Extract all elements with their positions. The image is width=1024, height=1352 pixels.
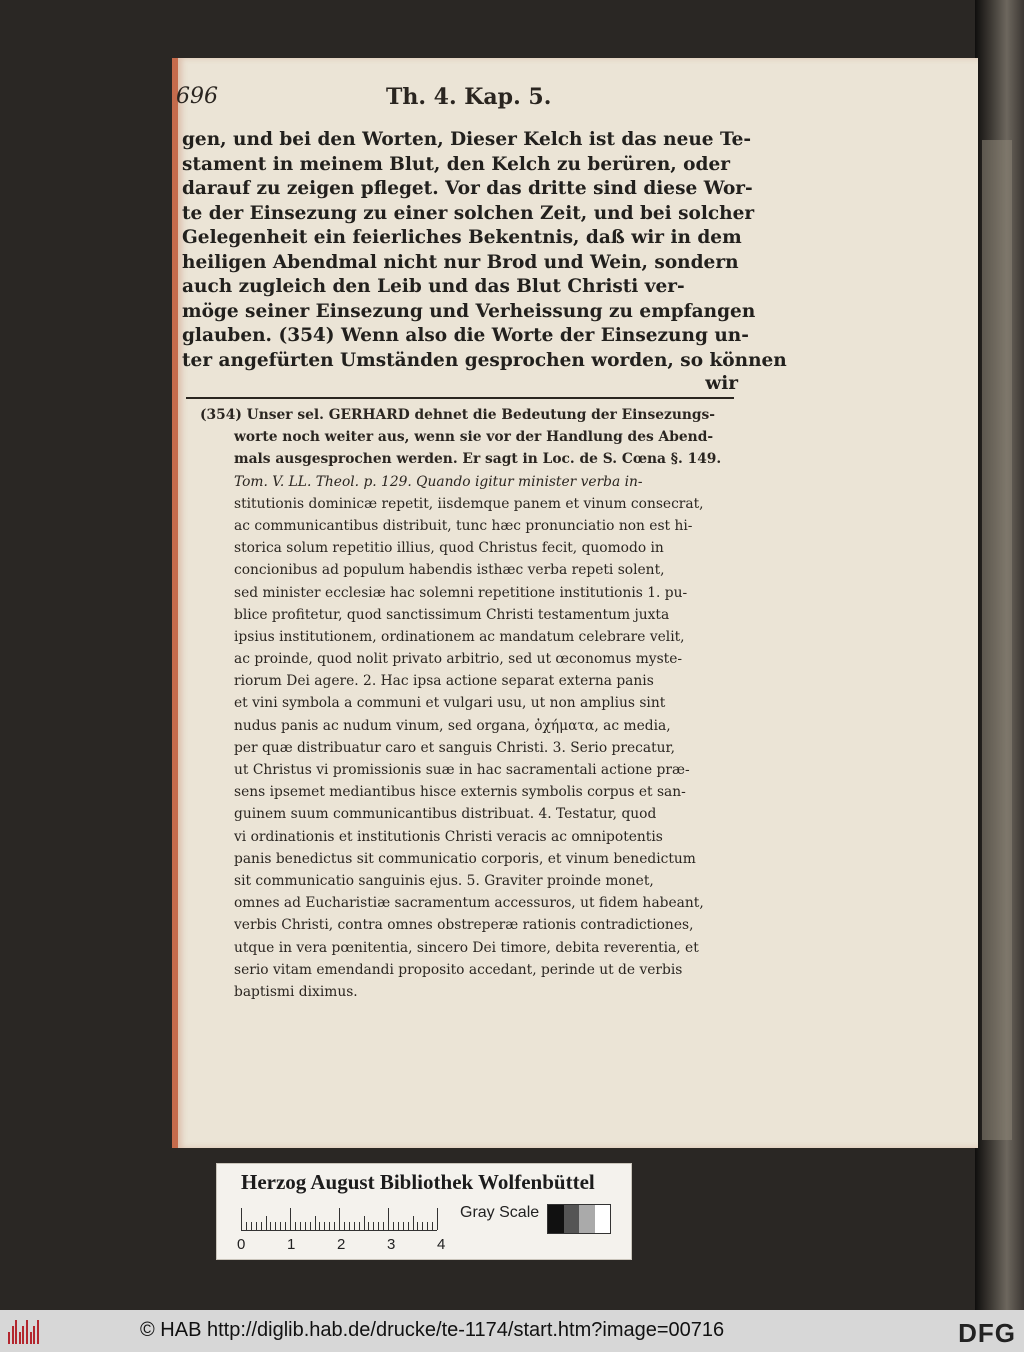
footnote-line: blice profitetur, quod sanctissimum Christi testamentum juxta: [234, 606, 670, 623]
logo-bar: [30, 1332, 32, 1344]
footnote-line: baptismi diximus.: [234, 983, 358, 1000]
gray-scale-label: Gray Scale: [460, 1204, 540, 1221]
ruler-tick: [393, 1222, 394, 1230]
footnote-line: sed minister ecclesiæ hac solemni repetitione institutionis 1. pu-: [234, 584, 688, 601]
footnote-line: sit communicatio sanguinis ejus. 5. Graviter proinde monet,: [234, 872, 654, 889]
ruler-tick: [417, 1222, 418, 1230]
running-head: Th. 4. Kap. 5.: [386, 84, 552, 110]
ruler-tick: [261, 1222, 262, 1230]
text-line: gen, und bei den Worten, Dieser Kelch ist das neue Te-: [182, 129, 752, 150]
ruler-tick: [427, 1222, 428, 1230]
footnote-line: nudus panis ac nudum vinum, sed organa, ὀχήματα, ac media,: [234, 717, 671, 734]
ruler-tick: [315, 1216, 316, 1230]
footnote-line: mals ausgesprochen werden. Er sagt in Loc. de S. Cœna §. 149.: [234, 451, 722, 468]
text-line: stament in meinem Blut, den Kelch zu berüren, oder: [182, 153, 730, 175]
footnote-line: ac proinde, quod nolit privato arbitrio, sed ut œconomus myste-: [234, 651, 683, 668]
ruler-tick: [364, 1216, 365, 1230]
text-line: auch zugleich den Leib und das Blut Christi ver-: [182, 276, 685, 297]
footnote-line: stitutionis dominicæ repetit, iisdemque panem et vinum consecrat,: [234, 495, 704, 512]
ruler-tick: [241, 1208, 242, 1230]
ruler-tick: [408, 1222, 409, 1230]
text-line: Gelegenheit ein feierliches Bekentnis, daß wir in dem: [182, 227, 742, 248]
dfg-logo[interactable]: DFG: [958, 1318, 1016, 1348]
footnote-line: worte noch weiter aus, wenn sie vor der Handlung des Abend-: [234, 429, 714, 446]
page-number: 696: [176, 84, 218, 109]
footnote-line: ipsius institutionem, ordinationem ac mandatum celebrare velit,: [234, 628, 685, 645]
text-line: möge seiner Einsezung und Verheissung zu empfangen: [182, 300, 756, 322]
ruler-tick: [413, 1216, 414, 1230]
footnote-line: omnes ad Eucharistiæ sacramentum accessuros, ut fidem habeant,: [234, 895, 704, 912]
ruler-tick: [378, 1222, 379, 1230]
footnote-line: sens ipsemet mediantibus hisce externis symbolis corpus et san-: [234, 784, 686, 801]
text-line: glauben. (354) Wenn also die Worte der Einsezung un-: [182, 325, 749, 346]
ruler-tick: [403, 1222, 404, 1230]
footnote-block: [200, 404, 740, 1003]
ruler-tick: [388, 1208, 389, 1230]
ruler-tick: [285, 1222, 286, 1230]
ruler-tick: [305, 1222, 306, 1230]
footnote-line: utque in vera pœnitentia, sincero Dei timore, debita reverentia, et: [234, 939, 699, 956]
ruler-tick: [344, 1222, 345, 1230]
ruler-tick: [319, 1222, 320, 1230]
text-line: darauf zu zeigen pfleget. Vor das dritte sind diese Wor-: [182, 178, 753, 199]
ruler-tick: [359, 1222, 360, 1230]
ruler-tick: [368, 1222, 369, 1230]
ruler-tick: [383, 1222, 384, 1230]
adjacent-page-edge: [982, 140, 1012, 1140]
logo-bar: [15, 1320, 17, 1344]
hab-logo-icon[interactable]: [8, 1318, 40, 1344]
text-line: te der Einsezung zu einer solchen Zeit, und bei solcher: [182, 202, 755, 224]
footnote-line: verbis Christi, contra omnes obstreperæ rationis contradictiones,: [234, 917, 694, 934]
footnote-line: (354) Unser sel. GERHARD dehnet die Bedeutung der Einsezungs-: [200, 407, 716, 423]
ruler-tick: [310, 1222, 311, 1230]
footnote-line: vi ordinationis et institutionis Christi veracis ac omnipotentis: [234, 828, 663, 845]
logo-bar: [22, 1326, 24, 1344]
ruler-tick: [422, 1222, 423, 1230]
ruler-tick: [270, 1222, 271, 1230]
ruler-number: 1: [287, 1236, 296, 1253]
ruler-tick: [339, 1208, 340, 1230]
logo-bar: [33, 1326, 35, 1344]
logo-bar: [12, 1326, 14, 1344]
ruler-tick: [266, 1216, 267, 1230]
footnote-line: concionibus ad populum habendis isthæc verba repeti solent,: [234, 562, 665, 579]
main-text-block: [182, 128, 787, 394]
footnote-line: per quæ distribuatur caro et sanguis Christi. 3. Serio precatur,: [234, 739, 675, 756]
footnote-line: storica solum repetitio illius, quod Christus fecit, quomodo in: [234, 540, 664, 557]
ruler-number: 3: [387, 1236, 396, 1253]
gray-scale-swatch: [547, 1204, 611, 1234]
catchword: wir: [705, 373, 738, 394]
footnote-line: guinem suum communicantibus distribuat. 4. Testatur, quod: [234, 806, 657, 823]
logo-bar: [8, 1332, 10, 1344]
ruler-number: 4: [437, 1236, 446, 1253]
ruler-tick: [324, 1222, 325, 1230]
ruler-tick: [246, 1222, 247, 1230]
library-name: Herzog August Bibliothek Wolfenbüttel: [241, 1170, 595, 1194]
page-header: [176, 84, 736, 118]
ruler-tick: [437, 1208, 438, 1230]
ruler-tick: [251, 1222, 252, 1230]
color-calibration-card: [216, 1163, 632, 1260]
copyright-link[interactable]: © HAB http://diglib.hab.de/drucke/te-1174/start.htm?image=00716: [140, 1319, 725, 1341]
scale-ruler: [241, 1208, 437, 1231]
logo-bar: [26, 1320, 28, 1344]
footnote-line: ac communicantibus distribuit, tunc hæc pronunciatio non est hi-: [234, 517, 693, 534]
footnote-line: serio vitam emendandi proposito accedant, perinde ut de verbis: [234, 961, 683, 978]
footnote-rule: [186, 397, 734, 399]
ruler-tick: [300, 1222, 301, 1230]
ruler-tick: [275, 1222, 276, 1230]
text-line: heiligen Abendmal nicht nur Brod und Wein, sondern: [182, 251, 739, 273]
footnote-line: riorum Dei agere. 2. Hac ipsa actione separat externa panis: [234, 673, 654, 690]
footnote-line: panis benedictus sit communicatio corporis, et vinum benedictum: [234, 850, 696, 867]
text-line: ter angefürten Umständen gesprochen worden, so können: [182, 349, 787, 371]
footnote-line: ut Christus vi promissionis suæ in hac sacramentali actione præ-: [234, 762, 690, 778]
ruler-tick: [349, 1222, 350, 1230]
ruler-tick: [354, 1222, 355, 1230]
ruler-tick: [290, 1208, 291, 1230]
footnote-line: Tom. V. LL. Theol. p. 129. Quando igitur minister verba in-: [234, 473, 643, 490]
footer-bar: [0, 1310, 1024, 1352]
ruler-tick: [432, 1222, 433, 1230]
ruler-number: 0: [237, 1236, 246, 1253]
ruler-tick: [334, 1222, 335, 1230]
logo-bar: [19, 1332, 21, 1344]
ruler-tick: [295, 1222, 296, 1230]
ruler-tick: [280, 1222, 281, 1230]
ruler-tick: [398, 1222, 399, 1230]
ruler-tick: [256, 1222, 257, 1230]
ruler-number: 2: [337, 1236, 346, 1253]
ruler-tick: [329, 1222, 330, 1230]
footnote-line: et vini symbola a communi et vulgari usu, ut non amplius sint: [234, 695, 666, 712]
logo-bar: [37, 1320, 39, 1344]
ruler-tick: [373, 1222, 374, 1230]
